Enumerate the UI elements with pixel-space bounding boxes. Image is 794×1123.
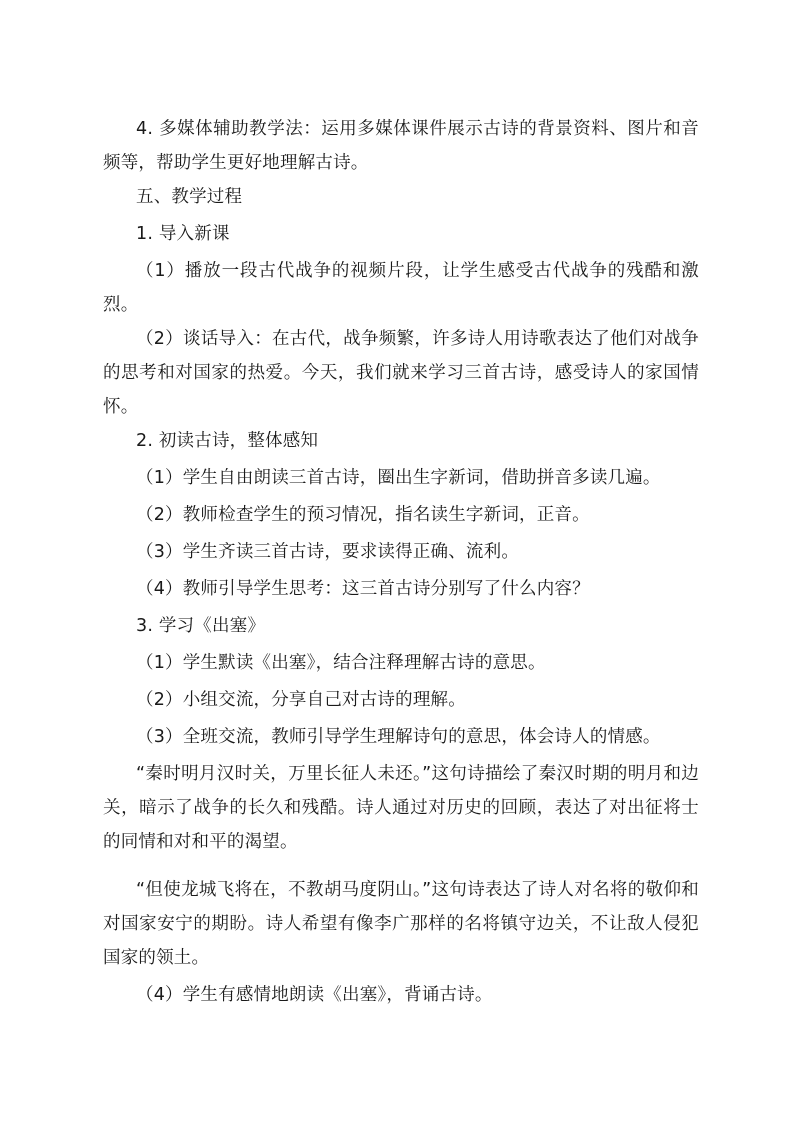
paragraph-guide-thinking: （4）教师引导学生思考：这三首古诗分别写了什么内容？	[136, 579, 590, 599]
paragraph-teaching-method-4: 4. 多媒体辅助教学法：运用多媒体课件展示古诗的背景资料、图片和音频等，帮助学生更好地理解古诗。	[103, 119, 699, 173]
paragraph-talk-introduction: （2）谈话导入：在古代，战争频繁，许多诗人用诗歌表达了他们对战争的思考和对国家的热爱。今天，我们就来学习三首古诗，感受诗人的家国情怀。	[103, 329, 699, 417]
section-heading-teaching-process: 五、教学过程	[136, 187, 243, 207]
subheading-introduce-lesson: 1. 导入新课	[136, 224, 230, 244]
subheading-first-reading: 2. 初读古诗，整体感知	[136, 431, 319, 451]
paragraph-silent-reading: （1）学生默读《出塞》，结合注释理解古诗的意思。	[136, 653, 546, 673]
paragraph-poem-line-analysis-1: “秦时明月汉时关，万里长征人未还。”这句诗描绘了秦汉时期的明月和边关，暗示了战争的长久和残酷。诗人通过对历史的回顾，表达了对出征将士的同情和对和平的渴望。	[103, 764, 699, 852]
paragraph-free-reading: （1）学生自由朗读三首古诗，圈出生字新词，借助拼音多读几遍。	[136, 468, 661, 488]
paragraph-group-discussion: （2）小组交流，分享自己对古诗的理解。	[136, 690, 466, 710]
paragraph-check-preview: （2）教师检查学生的预习情况，指名读生字新词，正音。	[136, 505, 590, 525]
paragraph-poem-line-analysis-2: “但使龙城飞将在，不教胡马度阴山。”这句诗表达了诗人对名将的敬仰和对国家安宁的期盼。诗人希望有像李广那样的名将镇守边关，不让敌人侵犯国家的领土。	[103, 880, 699, 968]
paragraph-recite-poem: （4）学生有感情地朗读《出塞》，背诵古诗。	[136, 985, 493, 1005]
paragraph-class-discussion: （3）全班交流，教师引导学生理解诗句的意思，体会诗人的情感。	[136, 727, 661, 747]
subheading-learn-chusai: 3. 学习《出塞》	[136, 616, 266, 636]
paragraph-read-together: （3）学生齐读三首古诗，要求读得正确、流利。	[136, 542, 520, 562]
paragraph-play-video: （1）播放一段古代战争的视频片段，让学生感受古代战争的残酷和激烈。	[103, 261, 699, 315]
